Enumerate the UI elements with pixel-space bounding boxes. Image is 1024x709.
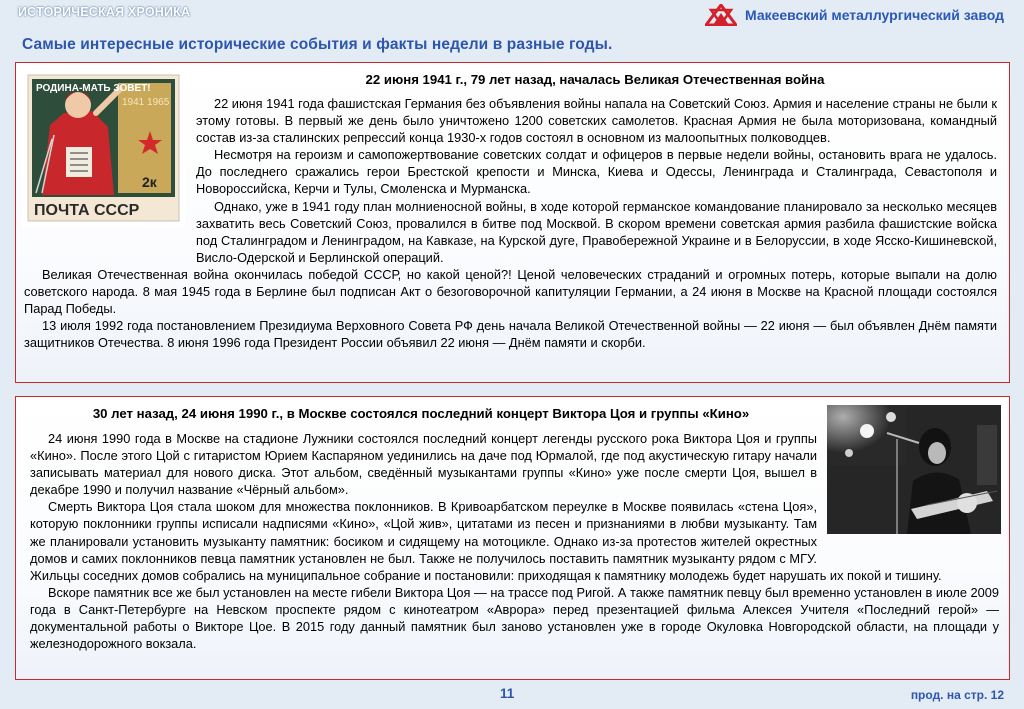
stamp-top-text: РОДИНА-МАТЬ ЗОВЕТ! <box>36 83 151 94</box>
article-body-war <box>24 95 997 351</box>
article-paragraph: Вскоре памятник все же был установлен на месте гибели Виктора Цоя — на трассе под Ригой. А также памятник певцу был временно установлен в июле 2009 года в Санкт-Петербурге на Невском проспекте рядом с кинотеатром «Аврора» перед презентацией фильма Алексея Учителя «Последний герой» — документальной работы о Викторе Цое. В 2015 году данный памятник был заново установлен уже в городе Окуловка Новгородской области, на площади у железнодорожного вокзала. <box>30 584 999 652</box>
stamp-years-text: 1941 1965 <box>122 97 170 108</box>
article-body-tsoi <box>30 430 999 652</box>
section-label: ИСТОРИЧЕСКАЯ ХРОНИКА <box>18 5 191 19</box>
brand[interactable] <box>705 3 1004 27</box>
article-paragraph: Несмотря на героизм и самопожертвование советских солдат и офицеров в первые недели войны, остановить врага не удалось. До последнего сражались герои Брестской крепости и Минска, Киева и Одессы, Ленинграда и Сталинграда, Севастополя и Новороссийска, Керчи и Тулы, Смоленска и Мурманска. <box>196 147 997 197</box>
brand-name: Макеевский металлургический завод <box>744 7 1004 23</box>
article-paragraph: 13 июля 1992 года постановлением Президиума Верховного Совета РФ день начала Великой Отечественной войны — 22 июня — был объявлен Днём памяти защитников Отечества. 8 июня 1996 года Президент России объявил 22 июня — Днём памяти и скорби. <box>24 318 997 351</box>
stamp-bottom-text: ПОЧТА СССР <box>34 202 140 219</box>
article-card-war <box>15 62 1010 383</box>
company-logo-icon <box>705 4 737 26</box>
continued-link[interactable]: прод. на стр. 12 <box>910 688 1004 702</box>
article-paragraph: Смерть Виктора Цоя стала шоком для множества поклонников. В Кривоарбатском переулке в Москве появилась «стена Цоя», которую поклонники группы исписали надписями «Кино», «Цой жив», цитатами из песен и признаниями в любви музыканту. Там же планировали установить музыканту памятник: босиком и сидящему на мотоцикле. Однако из-за протестов жителей окрестных домов и самих поклонников певца памятник установлен не был. Также не получилось поставить памятник музыканту рядом с МГУ. Жильцы соседних домов собрались на муниципальное собрание и постановили: приходящая к памятнику молодежь будет нарушать их покой и тишину. <box>30 499 942 583</box>
article-title-tsoi: 30 лет назад, 24 июня 1990 г., в Москве состоялся последний концерт Виктора Цоя и группы «Кино» <box>92 406 750 421</box>
article-paragraph: Великая Отечественная война окончилась победой СССР, но какой ценой?! Ценой человеческих страданий и огромных потерь, которые выпали на долю советского народа. 8 мая 1945 года в Берлине был подписан Акт о безоговорочной капитуляции Германии, а 24 июня в Москве на Красной площади состоялся Парад Победы. <box>24 266 997 317</box>
header-bar <box>0 0 1024 30</box>
article-paragraph: Однако, уже в 1941 году план молниеносной войны, в ходе которой германское командование планировало за несколько месяцев захватить весь Советский Союз, провалился в битве под Москвой. В скором времени советская армия разбила фашистские войска под Сталинградом и Ленинградом, на Кавказе, на Курской дуге, Правобережной Украине и в Белоруссии, в ходе Ясско-Кишиневской, Висло-Одерской и Берлинской операций. <box>196 198 997 265</box>
page-number: 11 <box>500 686 515 701</box>
article-card-tsoi <box>15 396 1010 680</box>
page-subtitle: Самые интересные исторические события и факты недели в разные годы. <box>22 36 613 53</box>
stamp-value-text: 2к <box>142 174 157 190</box>
article-paragraph: 24 июня 1990 года в Москве на стадионе Лужники состоялся последний концерт легенды русского рока Виктора Цоя и группы «Кино». После этого Цой с гитаристом Юрием Каспаряном уединились на даче под Юрмалой, где под акустическую гитару начали записывать материал для нового диска. Этот альбом, сведённый музыкантами группы «Кино» уже после смерти Цоя, вышел в декабре 1990 и получил название «Чёрный альбом». <box>30 431 817 498</box>
article-paragraph: 22 июня 1941 года фашистская Германия без объявления войны напала на Советский Союз. Армия и население страны не были к этому готовы. В первый же день было уничтожено 1200 советских самолетов. Красная Армия не была моторизована, командный состав из-за сталинских репрессий конца 1930-х годов состоял в основном из малоопытных полководцев. <box>196 96 997 146</box>
article-title-war: 22 июня 1941 г., 79 лет назад, началась Великая Отечественная война <box>365 72 825 87</box>
